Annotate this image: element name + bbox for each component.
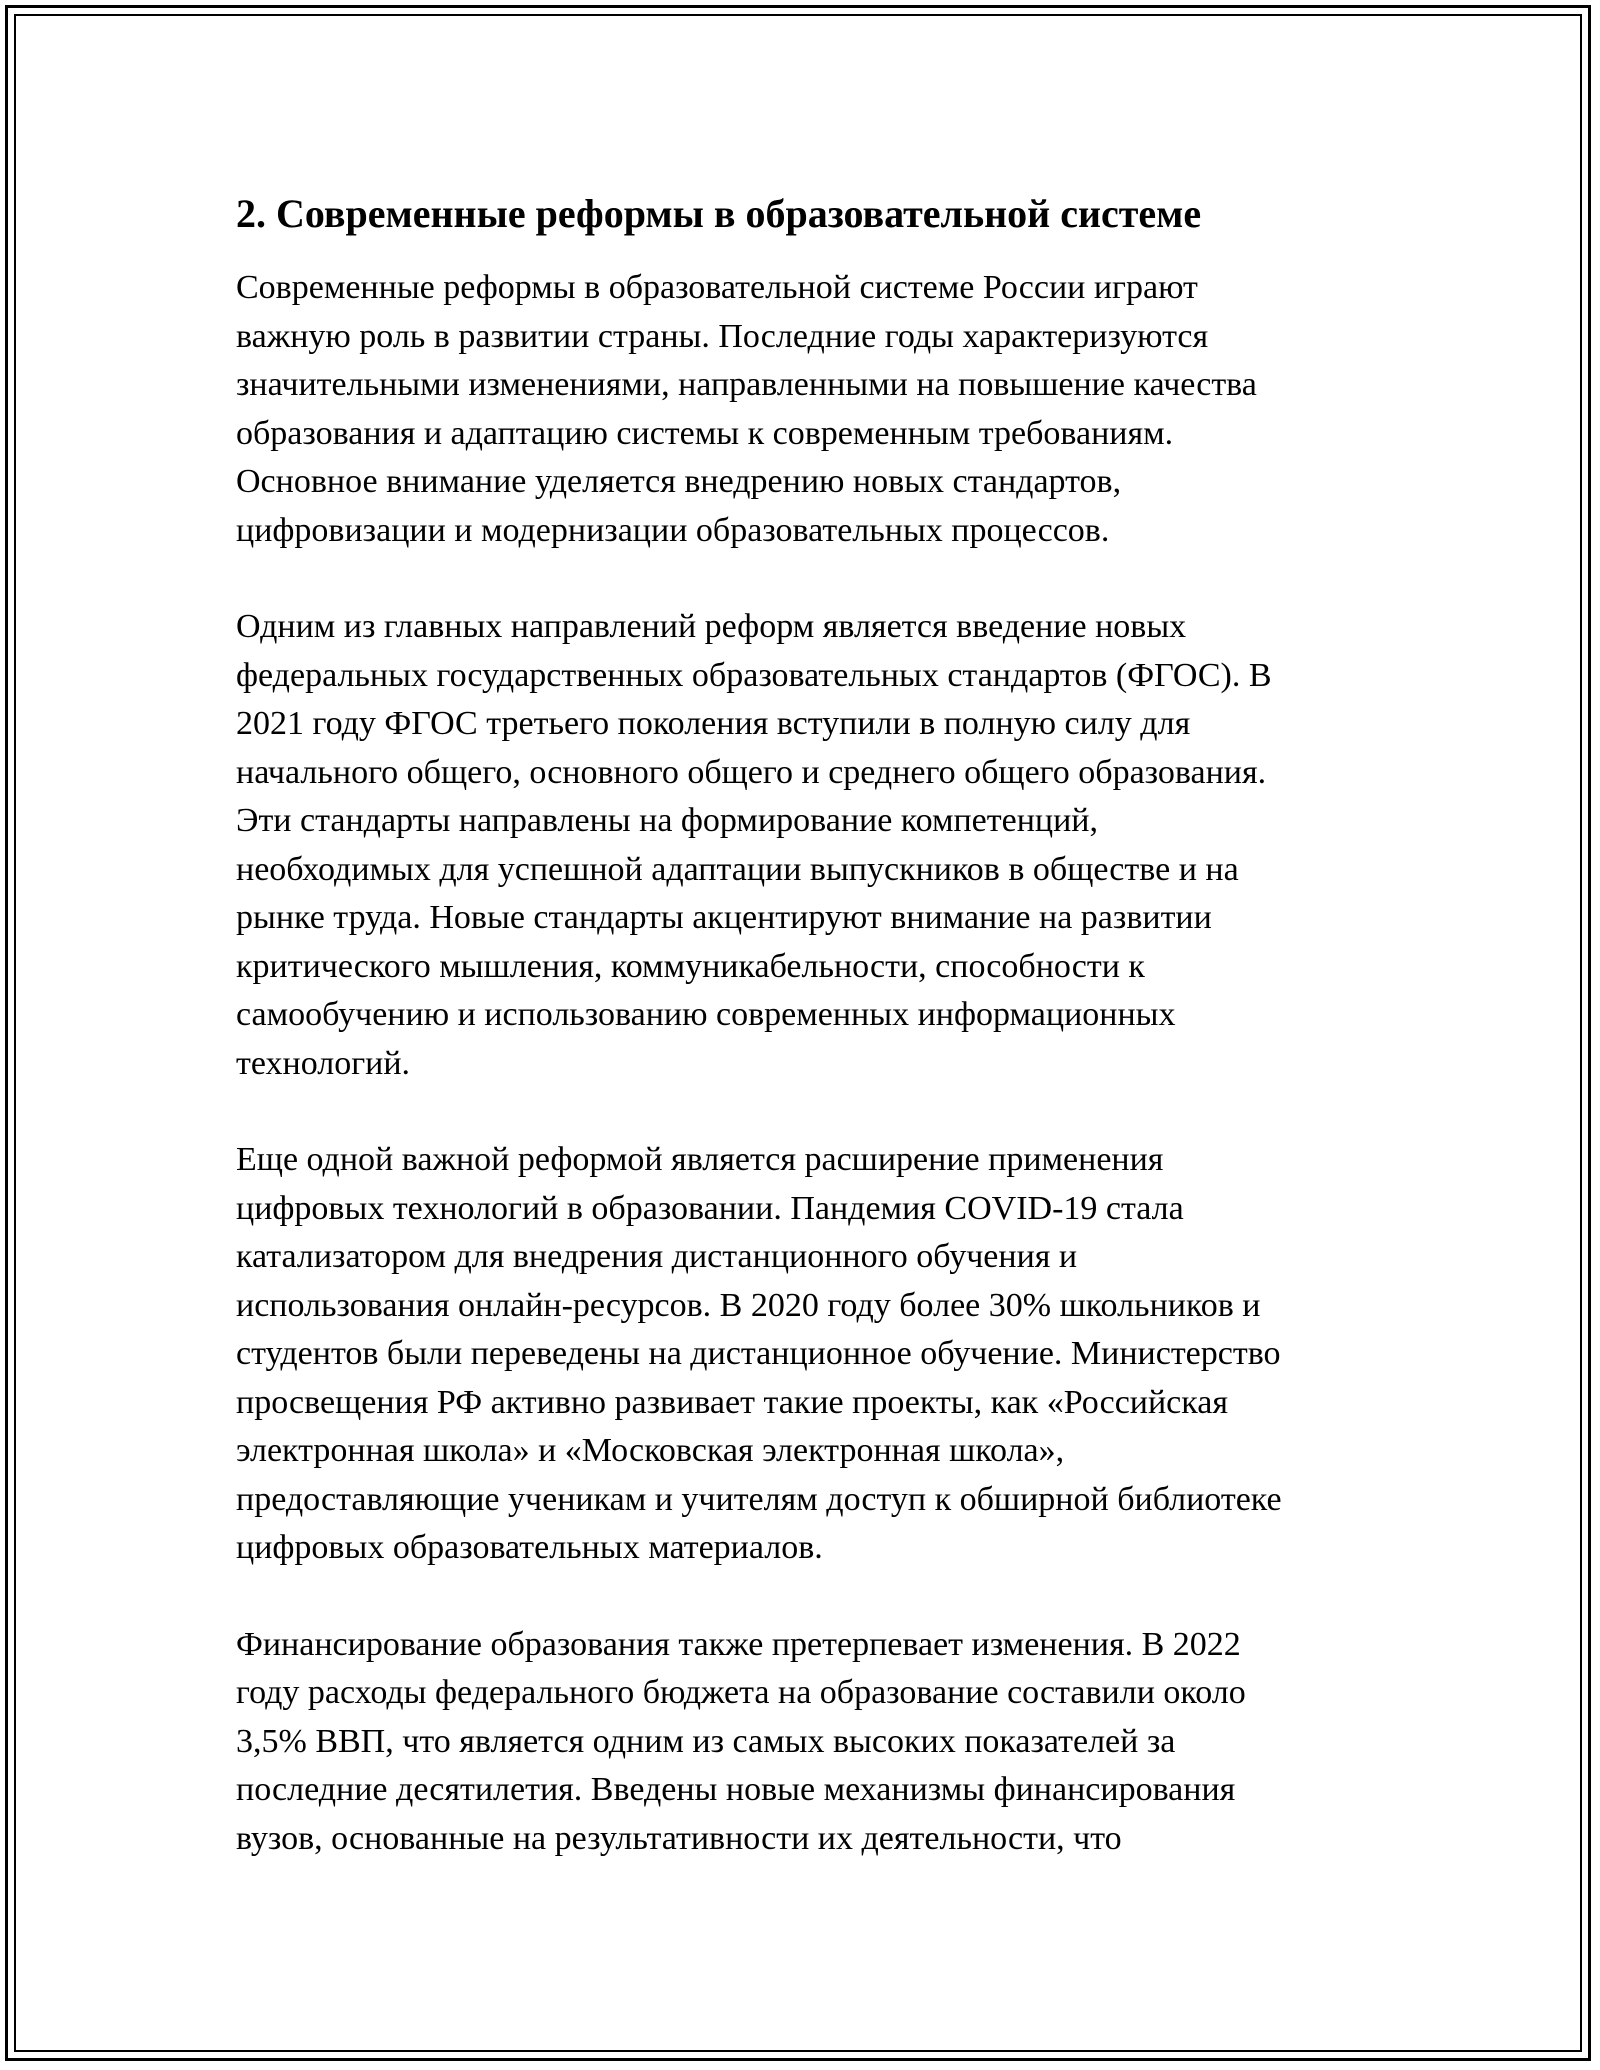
paragraph-fgos: Одним из главных направлений реформ является введение новых федеральных государственных образовательных стандартов (ФГОС). В 2021 году ФГОС третьего поколения вступили в полную силу для начального общего, основного общего и среднего общего образования. Эти стандарты направлены на формирование компетенций, необходимых для успешной адаптации выпускников в обществе и на рынке труда. Новые стандарты акцентируют внимание на развитии критического мышления, коммуникабельности, способности к самообучению и использованию современных информационных технологий. bbox=[236, 608, 1272, 1082]
document-body bbox=[236, 186, 1386, 1911]
paragraph-digital: Еще одной важной реформой является расширение применения цифровых технологий в образовании. Пандемия COVID-19 стала катализатором для внедрения дистанционного обучения и использования онлайн-ресурсов. В 2020 году более 30% школьников и студентов были переведены на дистанционное обучение. Министерство просвещения РФ активно развивает такие проекты, как «Российская электронная школа» и «Московская электронная школа», предоставляющие ученикам и учителям доступ к обширной библиотеке цифровых образовательных материалов. bbox=[236, 1141, 1282, 1566]
section-heading: 2. Современные реформы в образовательной системе bbox=[236, 191, 1202, 236]
paragraph-funding: Финансирование образования также претерпевает изменения. В 2022 году расходы федерального бюджета на образование составили около 3,5% ВВП, что является одним из самых высоких показателей за последние десятилетия. Введены новые механизмы финансирования вузов, основанные на результативности их деятельности, что bbox=[236, 1625, 1246, 1857]
paragraph-intro: Современные реформы в образовательной системе России играют важную роль в развитии страны. Последние годы характеризуются значительными изменениями, направленными на повышение качества образования и адаптацию системы к современным требованиям. Основное внимание уделяется внедрению новых стандартов, цифровизации и модернизации образовательных процессов. bbox=[236, 269, 1257, 549]
